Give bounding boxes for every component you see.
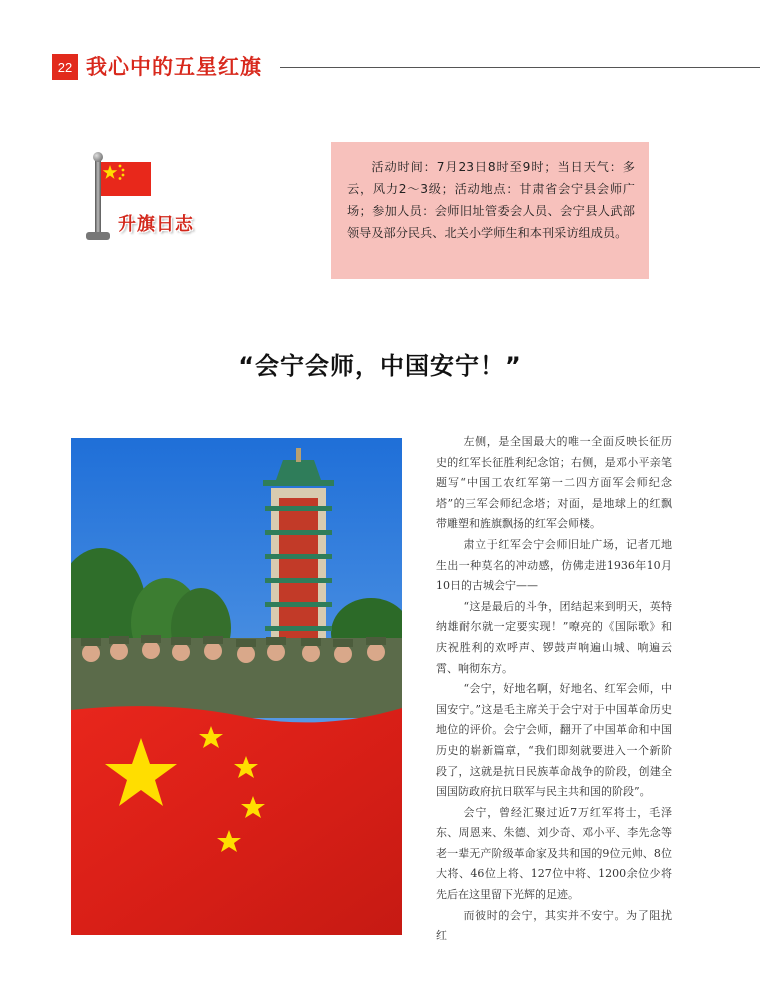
logo-label: 升旗日志 xyxy=(118,214,194,235)
flag-big-star-icon xyxy=(103,165,118,179)
article-body xyxy=(436,432,672,947)
page-number: 22 xyxy=(52,54,78,80)
flag-raising-log-logo xyxy=(80,150,220,250)
flagpole-base-icon xyxy=(86,232,110,240)
paragraph: 左侧，是全国最大的唯一全面反映长征历史的红军长征胜利纪念馆；右侧，是邓小平亲笔题写“中国工农红军第一二四方面军会师纪念塔”的三军会师纪念塔；对面，是地球上的红飘带雕塑和旌旗飘扬的红军会师楼。 xyxy=(436,435,672,531)
national-flag-icon xyxy=(101,162,151,196)
flag-raising-photo xyxy=(71,438,402,935)
flagpole-finial-icon xyxy=(93,152,103,162)
paragraph: “会宁，好地名啊，好地名、红军会师，中国安宁。”这是毛主席关于会宁对于中国革命历史地位的评价。会宁会师，翻开了中国革命和中国历史的崭新篇章，“我们即刻就要进入一个新阶段了，这就是抗日民族革命战争的阶段，创建全国国防政府抗日联军与民主共和国的阶段”。 xyxy=(436,682,672,799)
paragraph: 而彼时的会宁，其实并不安宁。为了阻扰红 xyxy=(436,908,672,943)
activity-info-box: 活动时间：7月23日8时至9时；当日天气：多云，风力2～3级；活动地点：甘肃省会宁县会师广场；参加人员：会师旧址管委会人员、会宁县人武部领导及部分民兵、北关小学师生和本刊采访组成员。 xyxy=(331,142,649,279)
section-title: 我心中的五星红旗 xyxy=(86,55,262,79)
paragraph: 会宁，曾经汇聚过近7万红军将士，毛泽东、周恩来、朱德、刘少奇、邓小平、李先念等老一辈无产阶级革命家及共和国的9位元帅、8位大将、46位上将、127位中将、1200余位少将先后在这里留下光辉的足迹。 xyxy=(436,805,672,902)
paragraph: “这是最后的斗争，团结起来到明天，英特纳雄耐尔就一定要实现！”嘹亮的《国际歌》和庆祝胜利的欢呼声、锣鼓声响遍山城、响遍云霄、响彻东方。 xyxy=(436,599,672,675)
article-headline: “会宁会师，中国安宁！” xyxy=(238,352,522,380)
paragraph: 肃立于红军会宁会师旧址广场，记者兀地生出一种莫名的冲动感，仿佛走进1936年10月10日的古城会宁—— xyxy=(436,537,672,593)
header-divider xyxy=(280,67,760,68)
